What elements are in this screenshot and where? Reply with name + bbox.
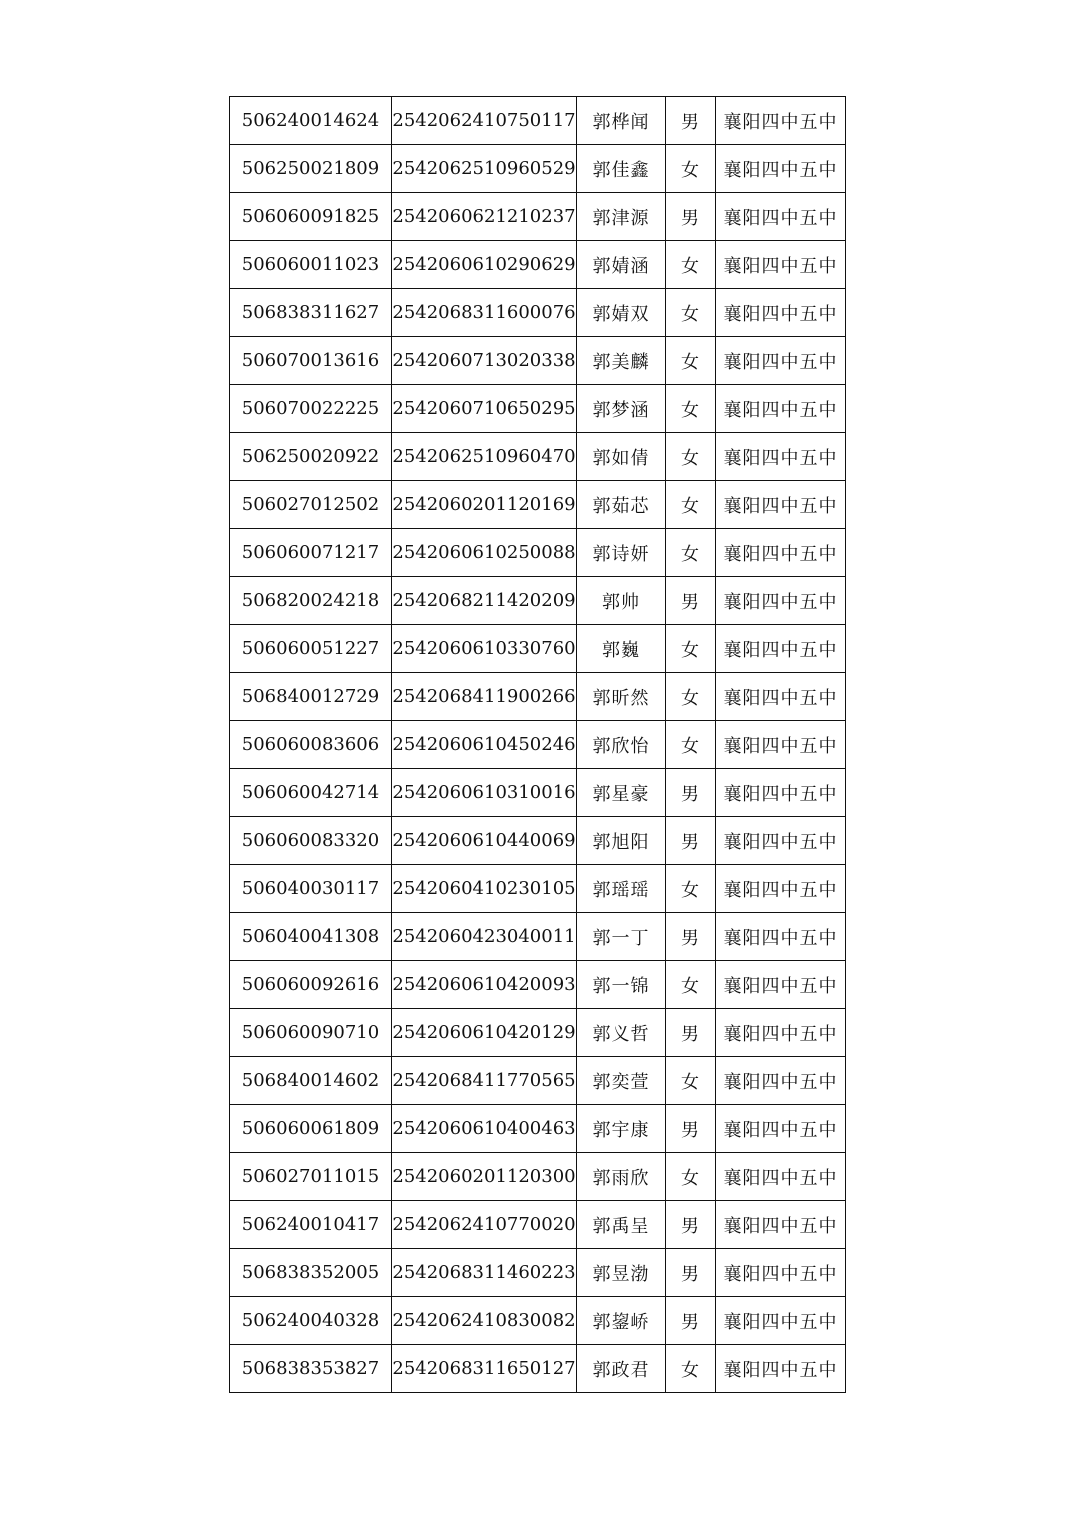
student-name-cell: 郭桦闻 — [577, 97, 666, 145]
school-cell: 襄阳四中五中 — [716, 961, 846, 1009]
table-row — [230, 1009, 846, 1057]
exam-number-cell: 506060091825 — [230, 193, 392, 241]
id-number-cell: 2542068311460223 — [392, 1249, 577, 1297]
exam-number-cell: 506250021809 — [230, 145, 392, 193]
exam-number-cell: 506840012729 — [230, 673, 392, 721]
student-name-cell: 郭一锦 — [577, 961, 666, 1009]
exam-number-cell: 506240014624 — [230, 97, 392, 145]
school-cell: 襄阳四中五中 — [716, 337, 846, 385]
id-number-cell: 2542068211420209 — [392, 577, 577, 625]
id-number-cell: 2542060610250088 — [392, 529, 577, 577]
id-number-cell: 2542060610330760 — [392, 625, 577, 673]
table-row — [230, 961, 846, 1009]
school-cell: 襄阳四中五中 — [716, 1153, 846, 1201]
student-name-cell: 郭佳鑫 — [577, 145, 666, 193]
table-row — [230, 865, 846, 913]
exam-number-cell: 506060083606 — [230, 721, 392, 769]
school-cell: 襄阳四中五中 — [716, 433, 846, 481]
student-name-cell: 郭婧涵 — [577, 241, 666, 289]
student-name-cell: 郭鋆峤 — [577, 1297, 666, 1345]
exam-number-cell: 506040030117 — [230, 865, 392, 913]
exam-number-cell: 506838353827 — [230, 1345, 392, 1393]
id-number-cell: 2542060410230105 — [392, 865, 577, 913]
exam-number-cell: 506040041308 — [230, 913, 392, 961]
exam-number-cell: 506060071217 — [230, 529, 392, 577]
school-cell: 襄阳四中五中 — [716, 577, 846, 625]
school-cell: 襄阳四中五中 — [716, 385, 846, 433]
table-row — [230, 529, 846, 577]
student-name-cell: 郭如倩 — [577, 433, 666, 481]
student-name-cell: 郭义哲 — [577, 1009, 666, 1057]
student-name-cell: 郭奕萱 — [577, 1057, 666, 1105]
gender-cell: 男 — [666, 577, 716, 625]
student-name-cell: 郭帅 — [577, 577, 666, 625]
exam-number-cell: 506840014602 — [230, 1057, 392, 1105]
school-cell: 襄阳四中五中 — [716, 673, 846, 721]
id-number-cell: 2542062510960470 — [392, 433, 577, 481]
exam-number-cell: 506250020922 — [230, 433, 392, 481]
school-cell: 襄阳四中五中 — [716, 289, 846, 337]
gender-cell: 女 — [666, 721, 716, 769]
student-name-cell: 郭禹呈 — [577, 1201, 666, 1249]
student-name-cell: 郭梦涵 — [577, 385, 666, 433]
id-number-cell: 2542060201120300 — [392, 1153, 577, 1201]
gender-cell: 男 — [666, 193, 716, 241]
table-row — [230, 673, 846, 721]
exam-number-cell: 506070013616 — [230, 337, 392, 385]
gender-cell: 女 — [666, 1057, 716, 1105]
gender-cell: 男 — [666, 769, 716, 817]
id-number-cell: 2542060621210237 — [392, 193, 577, 241]
school-cell: 襄阳四中五中 — [716, 529, 846, 577]
id-number-cell: 2542060710650295 — [392, 385, 577, 433]
gender-cell: 男 — [666, 97, 716, 145]
table-row — [230, 721, 846, 769]
id-number-cell: 2542062510960529 — [392, 145, 577, 193]
school-cell: 襄阳四中五中 — [716, 769, 846, 817]
exam-number-cell: 506240040328 — [230, 1297, 392, 1345]
exam-number-cell: 506027011015 — [230, 1153, 392, 1201]
gender-cell: 男 — [666, 817, 716, 865]
id-number-cell: 2542062410750117 — [392, 97, 577, 145]
student-name-cell: 郭旭阳 — [577, 817, 666, 865]
gender-cell: 男 — [666, 1009, 716, 1057]
student-name-cell: 郭政君 — [577, 1345, 666, 1393]
exam-number-cell: 506060092616 — [230, 961, 392, 1009]
gender-cell: 女 — [666, 337, 716, 385]
student-name-cell: 郭昕然 — [577, 673, 666, 721]
school-cell: 襄阳四中五中 — [716, 1345, 846, 1393]
school-cell: 襄阳四中五中 — [716, 1201, 846, 1249]
id-number-cell: 2542060610440069 — [392, 817, 577, 865]
school-cell: 襄阳四中五中 — [716, 721, 846, 769]
table-row — [230, 337, 846, 385]
id-number-cell: 2542068411770565 — [392, 1057, 577, 1105]
table-row — [230, 481, 846, 529]
student-name-cell: 郭欣怡 — [577, 721, 666, 769]
student-name-cell: 郭巍 — [577, 625, 666, 673]
exam-number-cell: 506820024218 — [230, 577, 392, 625]
table-row — [230, 1153, 846, 1201]
table-row — [230, 817, 846, 865]
table-row — [230, 145, 846, 193]
table-row — [230, 625, 846, 673]
school-cell: 襄阳四中五中 — [716, 913, 846, 961]
exam-number-cell: 506060042714 — [230, 769, 392, 817]
student-name-cell: 郭宇康 — [577, 1105, 666, 1153]
table-row — [230, 913, 846, 961]
student-name-cell: 郭雨欣 — [577, 1153, 666, 1201]
exam-number-cell: 506838352005 — [230, 1249, 392, 1297]
gender-cell: 男 — [666, 1201, 716, 1249]
gender-cell: 女 — [666, 865, 716, 913]
id-number-cell: 2542060713020338 — [392, 337, 577, 385]
exam-number-cell: 506838311627 — [230, 289, 392, 337]
gender-cell: 女 — [666, 529, 716, 577]
gender-cell: 男 — [666, 913, 716, 961]
table-row — [230, 241, 846, 289]
table-row — [230, 1057, 846, 1105]
table-row — [230, 1249, 846, 1297]
school-cell: 襄阳四中五中 — [716, 865, 846, 913]
student-name-cell: 郭茹芯 — [577, 481, 666, 529]
table-row — [230, 1105, 846, 1153]
table-row — [230, 769, 846, 817]
school-cell: 襄阳四中五中 — [716, 97, 846, 145]
school-cell: 襄阳四中五中 — [716, 1009, 846, 1057]
exam-number-cell: 506060083320 — [230, 817, 392, 865]
gender-cell: 女 — [666, 481, 716, 529]
gender-cell: 男 — [666, 1105, 716, 1153]
id-number-cell: 2542060201120169 — [392, 481, 577, 529]
student-name-cell: 郭星豪 — [577, 769, 666, 817]
gender-cell: 女 — [666, 1345, 716, 1393]
table-row — [230, 289, 846, 337]
gender-cell: 女 — [666, 433, 716, 481]
school-cell: 襄阳四中五中 — [716, 817, 846, 865]
gender-cell: 女 — [666, 385, 716, 433]
school-cell: 襄阳四中五中 — [716, 1297, 846, 1345]
id-number-cell: 2542068311600076 — [392, 289, 577, 337]
id-number-cell: 2542062410830082 — [392, 1297, 577, 1345]
table-row — [230, 1201, 846, 1249]
school-cell: 襄阳四中五中 — [716, 241, 846, 289]
school-cell: 襄阳四中五中 — [716, 1105, 846, 1153]
gender-cell: 女 — [666, 1153, 716, 1201]
table-row — [230, 577, 846, 625]
table-row — [230, 193, 846, 241]
gender-cell: 女 — [666, 673, 716, 721]
exam-number-cell: 506060090710 — [230, 1009, 392, 1057]
student-name-cell: 郭美麟 — [577, 337, 666, 385]
student-name-cell: 郭瑶瑶 — [577, 865, 666, 913]
student-name-cell: 郭津源 — [577, 193, 666, 241]
gender-cell: 女 — [666, 145, 716, 193]
school-cell: 襄阳四中五中 — [716, 1249, 846, 1297]
table-row — [230, 1345, 846, 1393]
exam-number-cell: 506240010417 — [230, 1201, 392, 1249]
table-row — [230, 97, 846, 145]
id-number-cell: 2542060610420093 — [392, 961, 577, 1009]
id-number-cell: 2542068311650127 — [392, 1345, 577, 1393]
gender-cell: 男 — [666, 1297, 716, 1345]
student-name-cell: 郭诗妍 — [577, 529, 666, 577]
id-number-cell: 2542060610290629 — [392, 241, 577, 289]
exam-number-cell: 506027012502 — [230, 481, 392, 529]
student-roster-table — [229, 96, 846, 1393]
table-row — [230, 433, 846, 481]
gender-cell: 女 — [666, 625, 716, 673]
school-cell: 襄阳四中五中 — [716, 625, 846, 673]
table-row — [230, 1297, 846, 1345]
gender-cell: 男 — [666, 1249, 716, 1297]
gender-cell: 女 — [666, 241, 716, 289]
student-name-cell: 郭昱渤 — [577, 1249, 666, 1297]
id-number-cell: 2542060610450246 — [392, 721, 577, 769]
school-cell: 襄阳四中五中 — [716, 193, 846, 241]
student-name-cell: 郭婧双 — [577, 289, 666, 337]
id-number-cell: 2542060610310016 — [392, 769, 577, 817]
exam-number-cell: 506060061809 — [230, 1105, 392, 1153]
school-cell: 襄阳四中五中 — [716, 481, 846, 529]
id-number-cell: 2542062410770020 — [392, 1201, 577, 1249]
school-cell: 襄阳四中五中 — [716, 1057, 846, 1105]
id-number-cell: 2542060610420129 — [392, 1009, 577, 1057]
school-cell: 襄阳四中五中 — [716, 145, 846, 193]
id-number-cell: 2542060610400463 — [392, 1105, 577, 1153]
exam-number-cell: 506070022225 — [230, 385, 392, 433]
student-name-cell: 郭一丁 — [577, 913, 666, 961]
gender-cell: 女 — [666, 289, 716, 337]
exam-number-cell: 506060011023 — [230, 241, 392, 289]
id-number-cell: 2542068411900266 — [392, 673, 577, 721]
roster-table-body — [230, 97, 846, 1393]
exam-number-cell: 506060051227 — [230, 625, 392, 673]
table-row — [230, 385, 846, 433]
id-number-cell: 2542060423040011 — [392, 913, 577, 961]
gender-cell: 女 — [666, 961, 716, 1009]
